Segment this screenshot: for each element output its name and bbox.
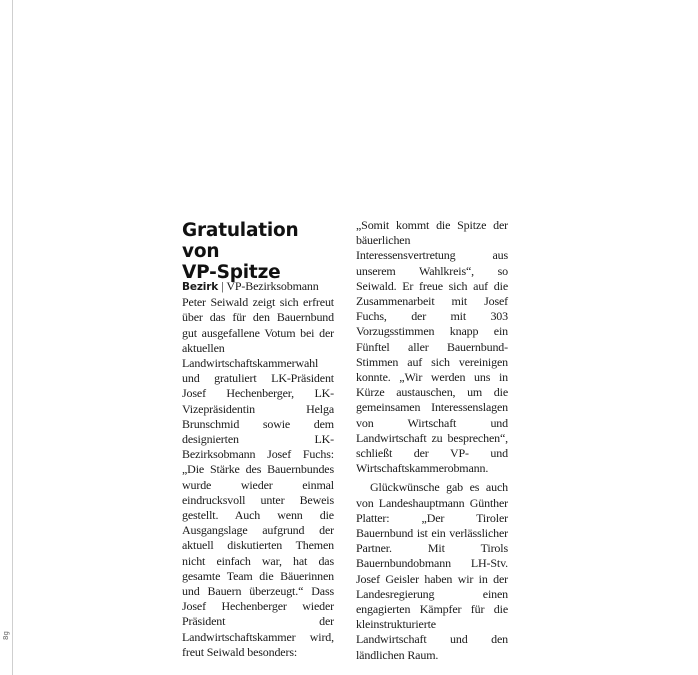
dateline-separator: | — [221, 279, 224, 293]
headline-line-1: Gratulation von — [182, 220, 299, 262]
dateline-location: Bezirk — [182, 281, 219, 293]
scan-edge-line — [12, 0, 13, 675]
article-column-1 — [182, 279, 334, 660]
article-paragraph-1 — [182, 279, 334, 660]
article-paragraph-2: „Somit kommt die Spitze der bäuerlichen Interessensvertretung aus unserem Wahlkreis“, so Seiwald. Er freue sich auf die Zusammenarbeit mit Josef Fuchs, der mit 303 Vorzugsstimmen knapp ein Fünftel aller Bauernbund-Stimmen auf sich vereinigen konnte. „Wir werden uns in Kürze austauschen, um die gemeinsamen Interessenslagen von Wirtschaft und Landwirtschaft zu besprechen“, schließt der VP- und Wirtschaftskammerobmann. — [356, 218, 508, 476]
article-headline — [182, 220, 342, 283]
article-body-text: VP-Bezirksobmann Peter Seiwald zeigt sich erfreut über das für den Bauernbund gut ausgefallene Votum bei der aktuellen Landwirtschaftskammerwahl und gratuliert LK-Präsident Josef Hechenberger, LK-Vizepräsidentin Helga Brunschmid sowie dem designierten LK-Bezirksobmann Josef Fuchs: „Die Stärke des Bauernbundes wurde wieder einmal eindrucksvoll unter Beweis gestellt. Auch wenn die Ausgangslage aufgrund der aktuell diskutierten Themen nicht einfach war, hat das gesamte Team die Bäuerinnen und Bauern überzeugt.“ Dass Josef Hechenberger wieder Präsident der Landwirtschaftskammer wird, freut Seiwald besonders: — [182, 279, 334, 659]
page-corner-mark: 8g — [2, 631, 10, 640]
article-paragraph-3: Glückwünsche gab es auch von Landeshauptmann Günther Platter: „Der Tiroler Bauernbund ist ein verlässlicher Partner. Mit Tirols Bauernbundobmann LH-Stv. Josef Geisler haben wir in der Landesregierung einen engagierten Kämpfer für die kleinstrukturierte Landwirtschaft und den ländlichen Raum. — [356, 480, 508, 662]
article-column-2 — [356, 218, 508, 663]
headline-line-2: VP-Spitze — [182, 262, 281, 283]
